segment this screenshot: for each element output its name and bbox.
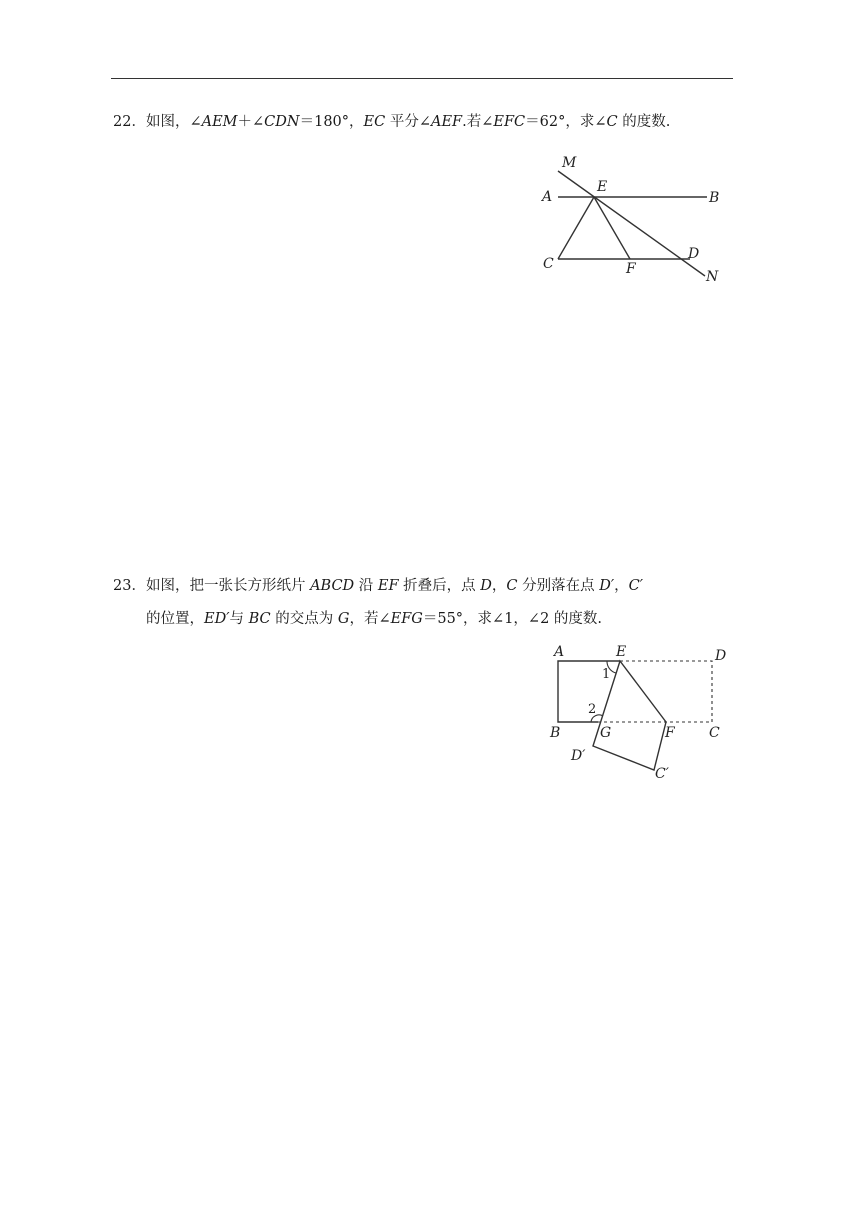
q22-number: 22． (113, 114, 146, 130)
label-b: B (550, 725, 561, 741)
label-f: F (665, 725, 675, 741)
q22-var: AEF (430, 114, 463, 130)
q23-text: ，若∠ (349, 611, 391, 627)
q23-text: 的交点为 (270, 611, 338, 627)
q23-var: C′ (628, 578, 644, 594)
q23-var: D′ (599, 578, 615, 594)
q22-var: C (606, 114, 618, 130)
label-e: E (597, 179, 608, 195)
label-e: E (616, 644, 627, 660)
q22-text: ＝180°， (299, 114, 364, 130)
q23-text: 分别落在点 (517, 578, 600, 594)
label-a: A (554, 644, 565, 660)
q22-text: ＝62°，求∠ (525, 114, 607, 130)
figure-23 (540, 640, 740, 780)
label-d: D (688, 246, 700, 262)
q22-text: ＋∠ (237, 114, 265, 130)
label-d-prime: D′ (571, 748, 586, 764)
q23-text: 与 (229, 611, 249, 627)
label-c: C (543, 256, 554, 272)
q23-text: 折叠后，点 (398, 578, 481, 594)
q23-var: ED′ (204, 611, 230, 627)
label-a: A (542, 189, 553, 205)
label-n: N (706, 269, 719, 285)
question-23-line-2 (146, 609, 602, 629)
label-c: C (709, 725, 720, 741)
question-22 (113, 112, 670, 132)
q23-text: ＝55°，求∠1，∠2 的度数. (422, 611, 603, 627)
q23-var: G (337, 611, 350, 627)
label-m: M (562, 155, 577, 171)
q23-text: 沿 (354, 578, 378, 594)
label-b: B (709, 190, 720, 206)
label-angle-2: 2 (588, 702, 597, 717)
question-23-line-1 (113, 576, 643, 596)
label-g: G (600, 725, 612, 741)
q23-text: ， (491, 578, 507, 594)
segment-ef (594, 197, 630, 259)
label-c-prime: C′ (655, 766, 669, 782)
q23-number: 23． (113, 578, 146, 594)
label-f: F (626, 261, 636, 277)
q23-var: D (480, 578, 492, 594)
q23-var: ABCD (310, 578, 355, 594)
q23-var: EF (377, 578, 399, 594)
q23-var: C (506, 578, 518, 594)
q23-var: BC (248, 611, 271, 627)
q22-var: CDN (264, 114, 300, 130)
q23-text: 的位置， (146, 611, 204, 627)
q23-text: ， (614, 578, 629, 594)
label-d: D (715, 648, 727, 664)
q22-text: 的度数. (617, 114, 671, 130)
original-position-dashed (598, 661, 712, 722)
q22-text: .若∠ (462, 114, 494, 130)
q22-text: 平分∠ (385, 114, 431, 130)
q22-var: AEM (201, 114, 238, 130)
q22-var: EC (363, 114, 386, 130)
q22-text: 如图，∠ (145, 114, 202, 130)
q22-var: EFC (493, 114, 526, 130)
header-rule (111, 78, 733, 79)
q23-var: EFG (390, 611, 423, 627)
figure-22 (535, 150, 735, 290)
label-angle-1: 1 (602, 667, 611, 682)
segment-ec (558, 197, 594, 259)
q23-text: 如图，把一张长方形纸片 (145, 578, 311, 594)
